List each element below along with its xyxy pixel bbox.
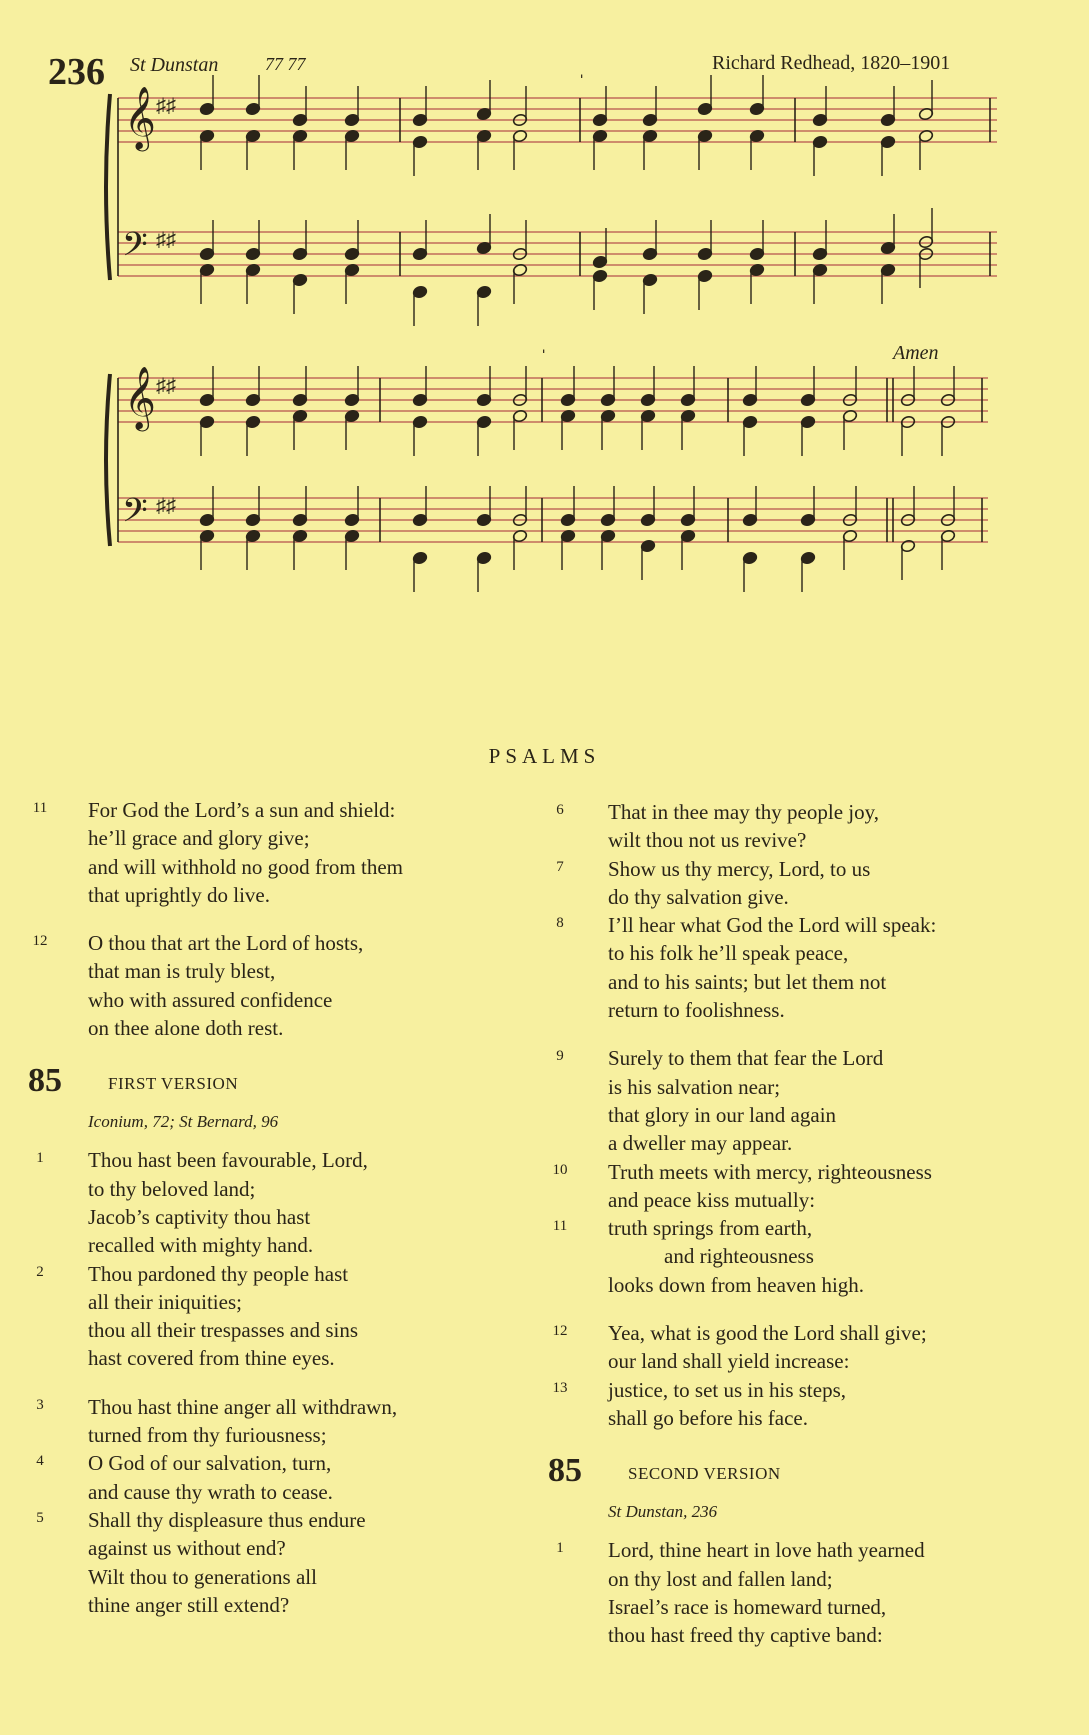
verse-line: O God of our salvation, turn, bbox=[88, 1451, 332, 1476]
psalm-85-second-heading bbox=[548, 1452, 1038, 1532]
verse-number: 1 bbox=[36, 1150, 44, 1167]
stanza bbox=[28, 929, 518, 1042]
system-brace bbox=[106, 94, 110, 280]
verse-line: turned from thy furiousness; bbox=[88, 1423, 327, 1448]
right-verses bbox=[548, 798, 1038, 1432]
verse-line: Show us thy mercy, Lord, to us bbox=[608, 856, 871, 881]
bass-clef-icon: 𝄢 bbox=[122, 492, 148, 538]
verse-line: that glory in our land again bbox=[608, 1102, 837, 1127]
verse-line: thine anger still extend? bbox=[88, 1592, 290, 1617]
verse-number: 1 bbox=[556, 1540, 564, 1557]
stanza bbox=[548, 798, 1038, 1024]
right-column bbox=[548, 798, 1038, 1669]
verse bbox=[28, 1146, 518, 1259]
left-column bbox=[28, 796, 518, 1639]
verse-line: to thy beloved land; bbox=[88, 1176, 256, 1201]
verse bbox=[28, 1393, 518, 1450]
verse-line: looks down from heaven high. bbox=[608, 1272, 865, 1297]
version-label: FIRST VERSION bbox=[108, 1074, 239, 1094]
treble-clef-icon: 𝄞 bbox=[124, 366, 156, 429]
section-title: PSALMS bbox=[488, 744, 601, 768]
stanza bbox=[548, 1319, 1038, 1432]
breath-mark: ˈ bbox=[540, 345, 548, 370]
verse bbox=[28, 1506, 518, 1619]
psalm-85-second-verses bbox=[548, 1536, 1038, 1649]
hymn-number: 236 bbox=[48, 51, 105, 93]
verse-line: Shall thy displeasure thus endure bbox=[88, 1507, 366, 1532]
meter: 77 77 bbox=[265, 54, 306, 74]
verse bbox=[548, 1536, 1038, 1649]
verse bbox=[548, 1044, 1038, 1157]
psalm-number: 85 bbox=[548, 1452, 582, 1490]
left-verses bbox=[28, 796, 518, 1042]
stanza bbox=[28, 796, 518, 909]
amen-label: Amen bbox=[893, 342, 939, 364]
verse-line: Truth meets with mercy, righteousness bbox=[608, 1159, 932, 1184]
verse-line: our land shall yield increase: bbox=[608, 1349, 850, 1374]
verse-line: hast covered from thine eyes. bbox=[88, 1346, 335, 1371]
verse-line: on thee alone doth rest. bbox=[88, 1016, 284, 1041]
system-brace bbox=[106, 374, 110, 546]
bass-clef-icon: 𝄢 bbox=[122, 226, 148, 272]
verse-line: Lord, thine heart in love hath yearned bbox=[608, 1538, 925, 1563]
verse-number: 10 bbox=[552, 1161, 568, 1178]
verse-line: Thou pardoned thy people hast bbox=[88, 1261, 349, 1286]
verse-line: is his salvation near; bbox=[608, 1074, 781, 1099]
verse-line: and will withhold no good from them bbox=[88, 854, 403, 879]
verse-line: return to foolishness. bbox=[608, 998, 785, 1023]
psalm-number: 85 bbox=[28, 1062, 62, 1100]
key-signature-icon: ♯♯ bbox=[156, 375, 176, 397]
verse-line: wilt thou not us revive? bbox=[608, 828, 807, 853]
key-signature-icon: ♯♯ bbox=[156, 229, 176, 251]
verse-line: that man is truly blest, bbox=[88, 959, 276, 984]
treble-clef-icon: 𝄞 bbox=[124, 86, 156, 149]
verse-line: to his folk he’ll speak peace, bbox=[608, 941, 849, 966]
verse-line: and righteousness bbox=[664, 1244, 814, 1269]
verse bbox=[548, 911, 1038, 1024]
verse-number: 8 bbox=[556, 915, 564, 932]
verse-number: 6 bbox=[556, 802, 564, 818]
verse-line: For God the Lord’s a sun and shield: bbox=[88, 798, 396, 822]
music-score bbox=[0, 0, 1089, 600]
verse-line: I’ll hear what God the Lord will speak: bbox=[608, 913, 937, 938]
verse-number: 13 bbox=[552, 1379, 568, 1396]
verse-line: all their iniquities; bbox=[88, 1289, 242, 1314]
stanza bbox=[28, 1146, 518, 1372]
tune-name: St Dunstan bbox=[130, 54, 219, 76]
breath-mark: ˈ bbox=[578, 70, 586, 95]
verse-line: truth springs from earth, bbox=[608, 1216, 813, 1241]
verse-number: 9 bbox=[556, 1048, 564, 1065]
verse-number: 11 bbox=[32, 800, 48, 816]
verse bbox=[548, 855, 1038, 912]
tune-references: St Dunstan, 236 bbox=[608, 1502, 718, 1522]
tune-references: Iconium, 72; St Bernard, 96 bbox=[88, 1112, 279, 1132]
verse-line: that uprightly do live. bbox=[88, 882, 270, 907]
verse-line: and cause thy wrath to cease. bbox=[88, 1479, 333, 1504]
verse-number: 2 bbox=[36, 1263, 44, 1280]
verse-number: 12 bbox=[32, 933, 48, 950]
verse-line: O thou that art the Lord of hosts, bbox=[88, 931, 364, 956]
verse bbox=[548, 1376, 1038, 1433]
verse bbox=[28, 929, 518, 1042]
verse-line: on thy lost and fallen land; bbox=[608, 1566, 833, 1591]
verse-number: 4 bbox=[36, 1453, 44, 1470]
score-layer bbox=[106, 70, 997, 592]
verse bbox=[548, 798, 1038, 855]
version-label: SECOND VERSION bbox=[628, 1464, 781, 1484]
verse-line: he’ll grace and glory give; bbox=[88, 826, 310, 851]
verse bbox=[548, 1319, 1038, 1376]
verse-line: and to his saints; but let them not bbox=[608, 969, 887, 994]
verse-line: Thou hast thine anger all withdrawn, bbox=[88, 1394, 398, 1419]
stanza bbox=[28, 1393, 518, 1619]
verse-line: Israel’s race is homeward turned, bbox=[608, 1594, 887, 1619]
verse-line: Yea, what is good the Lord shall give; bbox=[608, 1321, 927, 1346]
verse bbox=[548, 1214, 1038, 1299]
verse-line: and peace kiss mutually: bbox=[608, 1187, 816, 1212]
verse-line: justice, to set us in his steps, bbox=[608, 1377, 846, 1402]
verse-line: Jacob’s captivity thou hast bbox=[88, 1204, 311, 1229]
verse-line: thou all their trespasses and sins bbox=[88, 1318, 359, 1343]
verse bbox=[28, 1449, 518, 1506]
verse-line: thou hast freed thy captive band: bbox=[608, 1623, 883, 1648]
verse-line: do thy salvation give. bbox=[608, 884, 789, 909]
verse-number: 3 bbox=[36, 1396, 44, 1413]
verse-line: a dweller may appear. bbox=[608, 1131, 793, 1156]
verse-line: That in thee may thy people joy, bbox=[608, 800, 879, 824]
psalm-85-first-verses bbox=[28, 1146, 518, 1619]
stanza bbox=[548, 1536, 1038, 1649]
verse-number: 12 bbox=[552, 1323, 568, 1340]
verse-line: Wilt thou to generations all bbox=[88, 1564, 317, 1589]
key-signature-icon: ♯♯ bbox=[156, 495, 176, 517]
stanza bbox=[548, 1044, 1038, 1299]
verse-line: recalled with mighty hand. bbox=[88, 1233, 314, 1258]
verse bbox=[28, 1260, 518, 1373]
verse-number: 11 bbox=[552, 1218, 568, 1235]
verse-line: Thou hast been favourable, Lord, bbox=[88, 1148, 368, 1173]
verse-line: Surely to them that fear the Lord bbox=[608, 1046, 884, 1071]
verse-line: against us without end? bbox=[88, 1536, 286, 1561]
verse bbox=[28, 796, 518, 909]
composer: Richard Redhead, 1820–1901 bbox=[712, 52, 951, 74]
verse bbox=[548, 1158, 1038, 1215]
verse-line: shall go before his face. bbox=[608, 1405, 809, 1430]
key-signature-icon: ♯♯ bbox=[156, 95, 176, 117]
verse-number: 7 bbox=[556, 858, 564, 875]
verse-number: 5 bbox=[36, 1509, 44, 1526]
psalm-85-first-heading bbox=[28, 1062, 518, 1142]
verse-line: who with assured confidence bbox=[88, 987, 333, 1012]
